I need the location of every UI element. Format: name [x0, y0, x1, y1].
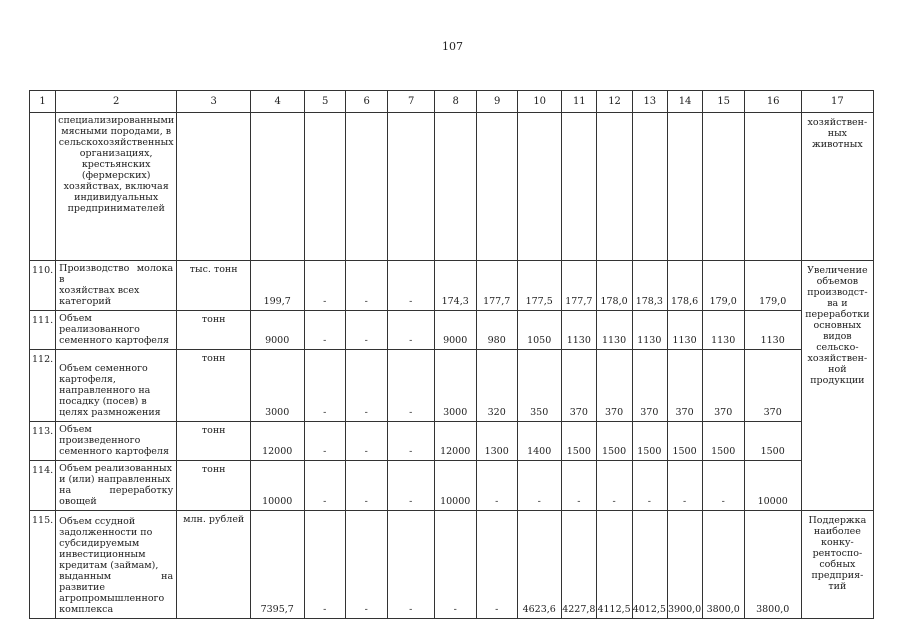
value-cell: - [597, 461, 632, 511]
value-cell: 177,7 [562, 261, 597, 311]
header-cell: 2 [56, 91, 177, 113]
header-cell: 4 [251, 91, 305, 113]
value-cell: - [305, 311, 346, 350]
value-cell: - [305, 461, 346, 511]
header-cell: 1 [30, 91, 56, 113]
table-row [30, 461, 874, 511]
value-cell: 980 [477, 311, 518, 350]
value-cell: - [346, 461, 388, 511]
value-cell: 370 [562, 350, 597, 422]
value-cell: 174,3 [435, 261, 477, 311]
value-cell: 199,7 [251, 261, 305, 311]
value-cell: - [388, 422, 435, 461]
header-cell: 17 [802, 91, 873, 113]
value-cell: 1130 [597, 311, 632, 350]
value-cell: 1300 [477, 422, 518, 461]
value-cell: 9000 [251, 311, 305, 350]
unit: тонн [177, 350, 251, 422]
continuation-row [30, 113, 874, 261]
value-cell: 12000 [251, 422, 305, 461]
indicator-name: Объем реализованных и (или) направленных на переработку овощей [56, 461, 177, 511]
value-cell: 4623,6 [518, 511, 562, 619]
value-cell: 1130 [745, 311, 802, 350]
header-cell: 3 [177, 91, 251, 113]
value-cell: 178,6 [667, 261, 702, 311]
value-cell: 1130 [632, 311, 667, 350]
value-cell: 3000 [251, 350, 305, 422]
indicator-name: Объем произведенного семенного картофеля [56, 422, 177, 461]
indicator-name: Объем семенного картофеля, направленного на посадку (посев) в целях размножения [56, 350, 177, 422]
cell-blank [30, 113, 56, 261]
value-cell: 1050 [518, 311, 562, 350]
value-cell: - [435, 511, 477, 619]
value-cell: - [346, 261, 388, 311]
row-number: 111. [30, 311, 56, 350]
value-cell: - [305, 511, 346, 619]
value-cell: 1130 [562, 311, 597, 350]
value-cell: 1500 [597, 422, 632, 461]
value-cell: - [346, 422, 388, 461]
header-row [30, 91, 874, 113]
value-cell: 350 [518, 350, 562, 422]
value-cell: 3900,0 [667, 511, 702, 619]
row-number: 113. [30, 422, 56, 461]
value-cell: 370 [667, 350, 702, 422]
value-cell: - [632, 461, 667, 511]
value-cell: 3800,0 [745, 511, 802, 619]
value-cell: - [305, 261, 346, 311]
value-cell: 370 [597, 350, 632, 422]
value-cell: - [388, 350, 435, 422]
row-number: 115. [30, 511, 56, 619]
note-cell: Поддержка наиболее конку- рентоспо- собных предприя- тий [802, 511, 873, 619]
table-row [30, 261, 874, 311]
value-cell: - [346, 311, 388, 350]
value-cell: 177,7 [477, 261, 518, 311]
value-cell: - [703, 461, 745, 511]
row-number: 112. [30, 350, 56, 422]
table-row [30, 350, 874, 422]
value-cell: - [388, 461, 435, 511]
header-cell: 14 [667, 91, 702, 113]
value-cell: 1500 [562, 422, 597, 461]
value-cell: 3800,0 [703, 511, 745, 619]
value-cell: 370 [745, 350, 802, 422]
table-row [30, 422, 874, 461]
indicator-name: Производство молока в хозяйствах всех категорий [56, 261, 177, 311]
header-cell: 8 [435, 91, 477, 113]
unit: тонн [177, 422, 251, 461]
unit: тонн [177, 311, 251, 350]
value-cell: - [388, 511, 435, 619]
value-cell: 179,0 [703, 261, 745, 311]
row-number: 114. [30, 461, 56, 511]
unit: млн. рублей [177, 511, 251, 619]
header-cell: 9 [477, 91, 518, 113]
header-cell: 12 [597, 91, 632, 113]
header-cell: 13 [632, 91, 667, 113]
value-cell: 10000 [745, 461, 802, 511]
indicators-table [29, 90, 874, 619]
indicator-name: Объем реализованного семенного картофеля [56, 311, 177, 350]
value-cell: 370 [632, 350, 667, 422]
value-cell: 1500 [703, 422, 745, 461]
value-cell: - [477, 461, 518, 511]
value-cell: 4112,5 [597, 511, 632, 619]
value-cell: 1500 [632, 422, 667, 461]
value-cell: 12000 [435, 422, 477, 461]
value-cell: 1130 [703, 311, 745, 350]
unit: тонн [177, 461, 251, 511]
value-cell: - [667, 461, 702, 511]
value-cell: - [305, 350, 346, 422]
value-cell: - [388, 261, 435, 311]
continued-note: хозяйствен- ных животных [802, 113, 873, 261]
header-cell: 15 [703, 91, 745, 113]
value-cell: 4227,8 [562, 511, 597, 619]
header-cell: 11 [562, 91, 597, 113]
value-cell: - [346, 350, 388, 422]
value-cell: 3000 [435, 350, 477, 422]
value-cell: 177,5 [518, 261, 562, 311]
value-cell: 1130 [667, 311, 702, 350]
value-cell: 179,0 [745, 261, 802, 311]
value-cell: 1400 [518, 422, 562, 461]
value-cell: 9000 [435, 311, 477, 350]
indicator-name: Объем ссудной задолженности по субсидируемым инвестиционным кредитам (займам), выданным на развитие агропромышленного комплекса [56, 511, 177, 619]
value-cell: - [518, 461, 562, 511]
value-cell: - [562, 461, 597, 511]
value-cell: - [305, 422, 346, 461]
value-cell: 1500 [667, 422, 702, 461]
continued-indicator-name: специализированными мясными породами, в сельскохозяйственных организациях, крестьянских (фермерских) хозяйствах, включая индивидуальных предпринимателей [56, 113, 177, 261]
note-cell: Увеличение объемов производст- ва и переработки основных видов сельско- хозяйствен- ной продукции [802, 261, 873, 511]
header-cell: 7 [388, 91, 435, 113]
value-cell: 10000 [251, 461, 305, 511]
value-cell: 370 [703, 350, 745, 422]
unit: тыс. тонн [177, 261, 251, 311]
header-cell: 16 [745, 91, 802, 113]
value-cell: 1500 [745, 422, 802, 461]
header-cell: 10 [518, 91, 562, 113]
value-cell: 7395,7 [251, 511, 305, 619]
value-cell: - [388, 311, 435, 350]
table-row [30, 511, 874, 619]
value-cell: 178,3 [632, 261, 667, 311]
table-row [30, 311, 874, 350]
page-number: 107 [442, 40, 463, 53]
value-cell: - [346, 511, 388, 619]
value-cell: 320 [477, 350, 518, 422]
row-number: 110. [30, 261, 56, 311]
value-cell: - [477, 511, 518, 619]
value-cell: 10000 [435, 461, 477, 511]
value-cell: 178,0 [597, 261, 632, 311]
header-cell: 5 [305, 91, 346, 113]
header-cell: 6 [346, 91, 388, 113]
value-cell: 4012,5 [632, 511, 667, 619]
